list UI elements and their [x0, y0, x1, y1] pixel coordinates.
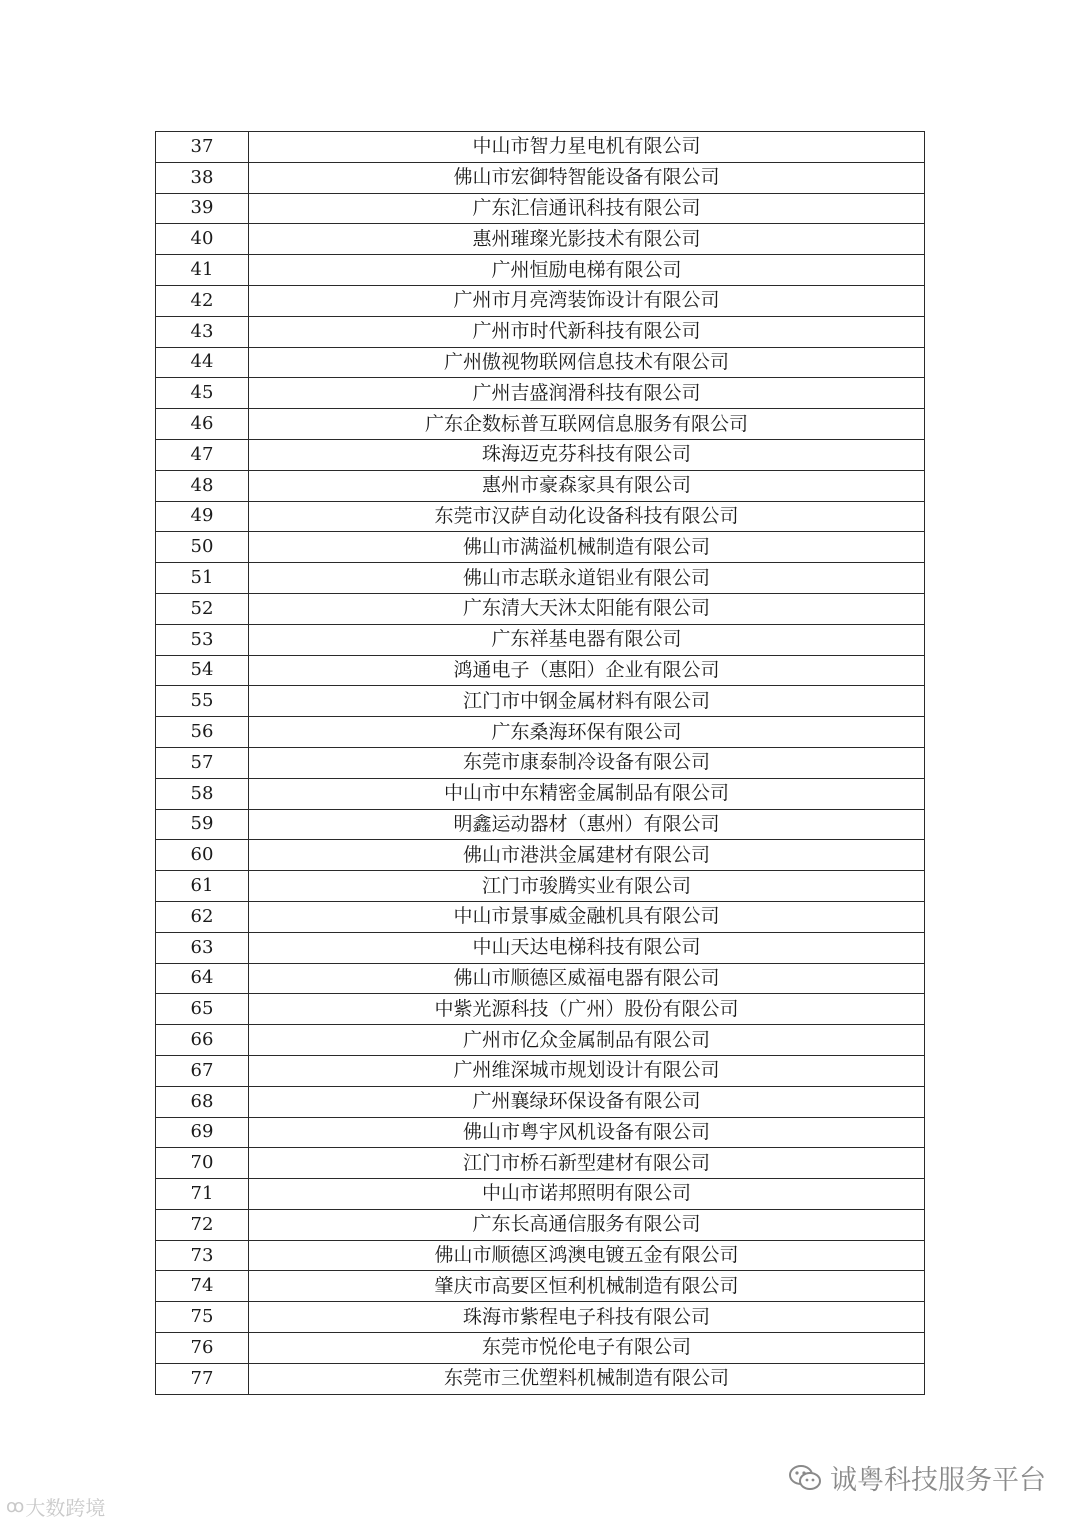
company-name: 肇庆市高要区恒利机械制造有限公司 [249, 1271, 925, 1302]
company-name: 广州市时代新科技有限公司 [249, 316, 925, 347]
company-name: 东莞市汉萨自动化设备科技有限公司 [249, 501, 925, 532]
row-number: 50 [156, 532, 249, 563]
table-row [156, 501, 925, 532]
company-name: 鸿通电子（惠阳）企业有限公司 [249, 655, 925, 686]
row-number: 49 [156, 501, 249, 532]
company-name: 广东长高通信服务有限公司 [249, 1209, 925, 1240]
company-name: 佛山市满溢机械制造有限公司 [249, 532, 925, 563]
row-number: 72 [156, 1209, 249, 1240]
table-row [156, 1363, 925, 1394]
company-name: 惠州市豪森家具有限公司 [249, 470, 925, 501]
company-name: 东莞市三优塑料机械制造有限公司 [249, 1363, 925, 1394]
table-row [156, 347, 925, 378]
table-row [156, 901, 925, 932]
row-number: 76 [156, 1333, 249, 1364]
company-name: 广东企数标普互联网信息服务有限公司 [249, 409, 925, 440]
company-name: 中山市智力星电机有限公司 [249, 132, 925, 163]
table-row [156, 1055, 925, 1086]
weibo-rings-icon: ꝏ [6, 1496, 22, 1517]
table-row [156, 686, 925, 717]
row-number: 75 [156, 1302, 249, 1333]
row-number: 65 [156, 994, 249, 1025]
table-row [156, 747, 925, 778]
table-row [156, 871, 925, 902]
row-number: 56 [156, 717, 249, 748]
table-row [156, 439, 925, 470]
row-number: 59 [156, 809, 249, 840]
row-number: 41 [156, 255, 249, 286]
table-row [156, 409, 925, 440]
row-number: 48 [156, 470, 249, 501]
company-name: 佛山市宏御特智能设备有限公司 [249, 162, 925, 193]
source-watermark [6, 1492, 105, 1521]
row-number: 58 [156, 778, 249, 809]
company-name: 广东祥基电器有限公司 [249, 624, 925, 655]
platform-watermark [788, 1458, 1046, 1497]
row-number: 46 [156, 409, 249, 440]
row-number: 44 [156, 347, 249, 378]
row-number: 70 [156, 1148, 249, 1179]
table-row [156, 1179, 925, 1210]
company-name: 东莞市悦伦电子有限公司 [249, 1333, 925, 1364]
table-row [156, 655, 925, 686]
company-name: 珠海迈克芬科技有限公司 [249, 439, 925, 470]
row-number: 51 [156, 563, 249, 594]
row-number: 68 [156, 1086, 249, 1117]
company-name: 广州维深城市规划设计有限公司 [249, 1055, 925, 1086]
row-number: 52 [156, 593, 249, 624]
company-name: 广州市亿众金属制品有限公司 [249, 1025, 925, 1056]
row-number: 77 [156, 1363, 249, 1394]
table-row [156, 132, 925, 163]
table-row [156, 994, 925, 1025]
row-number: 54 [156, 655, 249, 686]
table-row [156, 1117, 925, 1148]
table-row [156, 593, 925, 624]
platform-watermark-label: 诚粤科技服务平台 [830, 1465, 1046, 1496]
company-name: 明鑫运动器材（惠州）有限公司 [249, 809, 925, 840]
row-number: 42 [156, 285, 249, 316]
table-row [156, 1148, 925, 1179]
table-row [156, 470, 925, 501]
company-name: 中山市景事威金融机具有限公司 [249, 901, 925, 932]
table-row [156, 532, 925, 563]
row-number: 43 [156, 316, 249, 347]
table-row [156, 285, 925, 316]
row-number: 40 [156, 224, 249, 255]
row-number: 74 [156, 1271, 249, 1302]
table-row [156, 1302, 925, 1333]
company-name: 东莞市康泰制冷设备有限公司 [249, 747, 925, 778]
company-name: 佛山市顺德区威福电器有限公司 [249, 963, 925, 994]
row-number: 57 [156, 747, 249, 778]
row-number: 55 [156, 686, 249, 717]
company-list-table [155, 131, 925, 1395]
source-watermark-label: 大数跨境 [25, 1496, 106, 1520]
company-name: 中紫光源科技（广州）股份有限公司 [249, 994, 925, 1025]
table-row [156, 717, 925, 748]
row-number: 37 [156, 132, 249, 163]
row-number: 71 [156, 1179, 249, 1210]
row-number: 61 [156, 871, 249, 902]
row-number: 45 [156, 378, 249, 409]
row-number: 66 [156, 1025, 249, 1056]
company-name: 中山天达电梯科技有限公司 [249, 932, 925, 963]
company-name: 佛山市顺德区鸿澳电镀五金有限公司 [249, 1240, 925, 1271]
row-number: 53 [156, 624, 249, 655]
row-number: 38 [156, 162, 249, 193]
company-name: 佛山市志联永道铝业有限公司 [249, 563, 925, 594]
company-name: 广州市月亮湾装饰设计有限公司 [249, 285, 925, 316]
table-row [156, 193, 925, 224]
row-number: 67 [156, 1055, 249, 1086]
company-name: 广州吉盛润滑科技有限公司 [249, 378, 925, 409]
row-number: 73 [156, 1240, 249, 1271]
company-name: 中山市中东精密金属制品有限公司 [249, 778, 925, 809]
company-name: 珠海市紫程电子科技有限公司 [249, 1302, 925, 1333]
company-name: 广州恒励电梯有限公司 [249, 255, 925, 286]
row-number: 39 [156, 193, 249, 224]
row-number: 47 [156, 439, 249, 470]
table-row [156, 809, 925, 840]
company-name: 中山市诺邦照明有限公司 [249, 1179, 925, 1210]
row-number: 63 [156, 932, 249, 963]
company-name: 广东汇信通讯科技有限公司 [249, 193, 925, 224]
company-name: 广东清大天沐太阳能有限公司 [249, 593, 925, 624]
company-name: 广东桑海环保有限公司 [249, 717, 925, 748]
table-row [156, 932, 925, 963]
table-row [156, 840, 925, 871]
row-number: 60 [156, 840, 249, 871]
company-name: 佛山市粤宇风机设备有限公司 [249, 1117, 925, 1148]
company-name: 江门市桥石新型建材有限公司 [249, 1148, 925, 1179]
company-name: 惠州璀璨光影技术有限公司 [249, 224, 925, 255]
row-number: 62 [156, 901, 249, 932]
table-row [156, 624, 925, 655]
wechat-icon [788, 1463, 822, 1493]
table-row [156, 1209, 925, 1240]
table-row [156, 1333, 925, 1364]
company-name: 江门市骏腾实业有限公司 [249, 871, 925, 902]
table-row [156, 378, 925, 409]
row-number: 64 [156, 963, 249, 994]
table-row [156, 778, 925, 809]
company-list-body [156, 132, 925, 1395]
table-row [156, 1025, 925, 1056]
table-row [156, 963, 925, 994]
table-row [156, 162, 925, 193]
company-name: 江门市中钢金属材料有限公司 [249, 686, 925, 717]
table-row [156, 1086, 925, 1117]
table-row [156, 1240, 925, 1271]
table-row [156, 224, 925, 255]
company-name: 广州襄绿环保设备有限公司 [249, 1086, 925, 1117]
company-name: 佛山市港洪金属建材有限公司 [249, 840, 925, 871]
table-row [156, 563, 925, 594]
table-row [156, 255, 925, 286]
row-number: 69 [156, 1117, 249, 1148]
company-name: 广州傲视物联网信息技术有限公司 [249, 347, 925, 378]
table-row [156, 316, 925, 347]
table-row [156, 1271, 925, 1302]
